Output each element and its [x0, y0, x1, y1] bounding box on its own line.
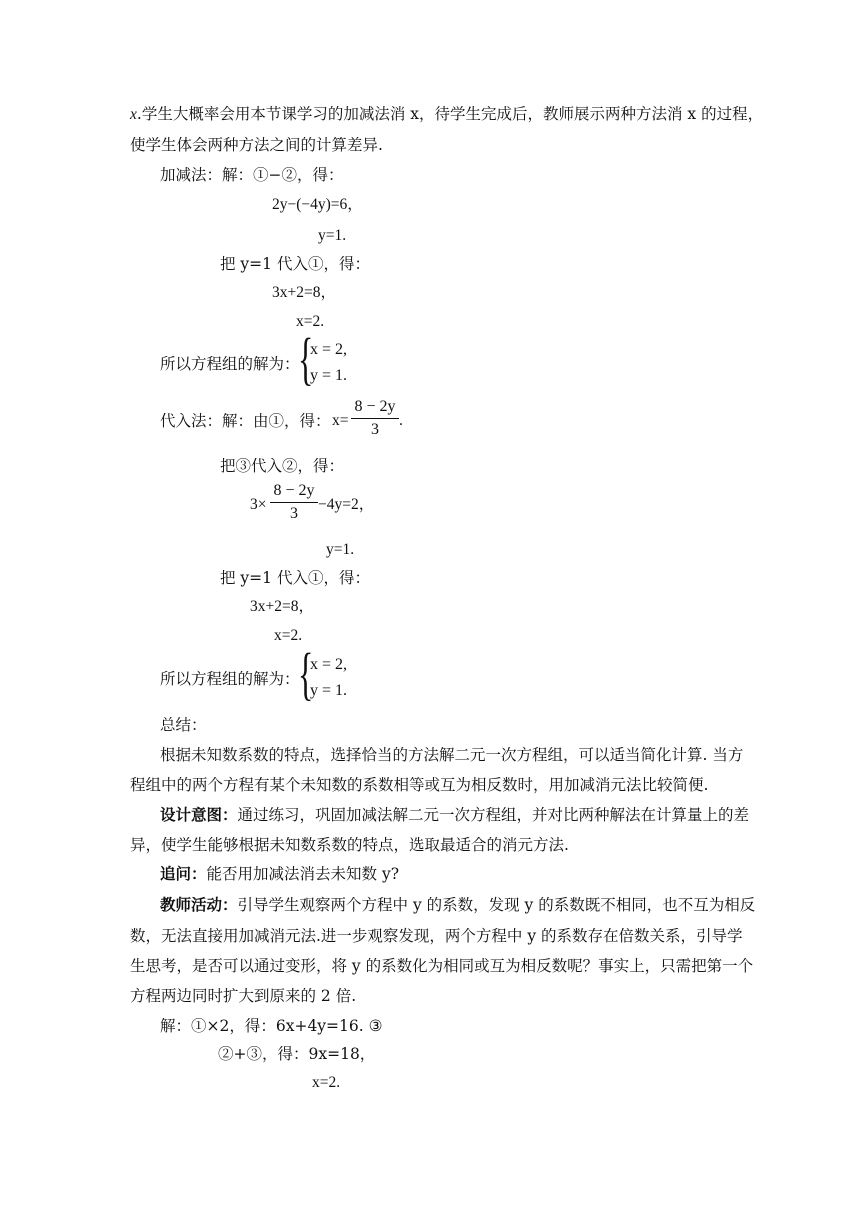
teacher-line-4: 方程两边同时扩大到原来的 2 倍.	[130, 987, 357, 1005]
daiuru-eq4: x=2.	[274, 627, 303, 644]
question-text: 能否用加减法消去未知数 y?	[206, 865, 400, 883]
solve-line-1: 解：①×2，得：6x+4y=16. ③	[160, 1017, 383, 1035]
daiuru-fraction	[351, 398, 399, 439]
solve-line-2: ②+③，得：9x=18，	[218, 1045, 376, 1063]
fraction-denominator: 3	[290, 505, 298, 522]
daiuru-eq3: 3x+2=8，	[250, 598, 314, 615]
summary-line-1: 根据未知数系数的特点，选择恰当的方法解二元一次方程组，可以适当简化计算. 当方	[160, 746, 744, 764]
design-line-2: 异，使学生能够根据未知数系数的特点，选取最适合的消元方法.	[130, 836, 569, 854]
design-line-1	[160, 805, 749, 825]
teacher-line-2: 数，无法直接用加减消元法.进一步观察发现，两个方程中 y 的系数存在倍数关系，引导学	[130, 927, 743, 945]
daiuru-dot: .	[399, 412, 403, 429]
jiajian-eq1: 2y−(−4y)=6，	[272, 196, 363, 213]
jiajian-sol-y: y = 1.	[310, 367, 348, 384]
daiuru-substitute-2: 把 y=1 代入①，得：	[220, 569, 370, 587]
solve-line-3: x=2.	[312, 1074, 341, 1091]
daiuru-sol-y: y = 1.	[310, 682, 348, 699]
daiuru-heading: 代入法：解：由①，得：	[160, 412, 331, 430]
brace-icon: {	[298, 326, 314, 391]
daiuru-eq-prefix: 3×	[250, 496, 267, 513]
intro-text: .学生大概率会用本节课学习的加减法消 x，待学生完成后，教师展示两种方法消 x 的过程，	[136, 105, 764, 123]
fraction-numerator: 8 − 2y	[354, 398, 396, 415]
design-label: 设计意图：	[160, 805, 238, 824]
daiuru-eq-suffix: −4y=2，	[318, 496, 375, 513]
question-line	[160, 864, 399, 884]
fraction-bar	[270, 502, 318, 503]
fraction-bar	[351, 418, 399, 419]
brace-icon: {	[298, 641, 314, 706]
intro-var: x	[130, 106, 137, 123]
jiajian-eq4: x=2.	[296, 313, 325, 330]
design-text: 通过练习，巩固加减法解二元一次方程组，并对比两种解法在计算量上的差	[237, 806, 750, 824]
daiuru-eq2: y=1.	[326, 541, 355, 558]
daiuru-sol-x: x = 2,	[310, 656, 348, 673]
summary-title: 总结：	[160, 716, 207, 734]
jiajian-eq3: 3x+2=8，	[272, 284, 336, 301]
teacher-line-1	[160, 895, 755, 915]
daiuru-substitute: 把③代入②，得：	[220, 457, 345, 475]
jiajian-eq2: y=1.	[318, 227, 347, 244]
intro-line-1	[130, 104, 763, 125]
teacher-label: 教师活动：	[160, 895, 238, 914]
teacher-line-3: 生思考，是否可以通过变形，将 y 的系数化为相同或互为相反数呢？事实上，只需把第一个	[130, 957, 754, 975]
teacher-text: 引导学生观察两个方程中 y 的系数，发现 y 的系数既不相同，也不互为相反	[237, 896, 756, 914]
question-label: 追问：	[160, 864, 207, 883]
summary-line-2: 程组中的两个方程有某个未知数的系数相等或互为相反数时，用加减消元法比较简便.	[130, 776, 709, 794]
intro-line-2: 使学生体会两种方法之间的计算差异.	[130, 136, 383, 154]
fraction-denominator: 3	[371, 421, 379, 438]
jiajian-heading: 加减法：解：①−②，得：	[160, 166, 344, 184]
daiuru-eq-fraction	[270, 482, 318, 523]
jiajian-sol-x: x = 2,	[310, 341, 348, 358]
fraction-numerator: 8 − 2y	[273, 482, 315, 499]
jiajian-substitute: 把 y=1 代入①，得：	[220, 255, 370, 273]
daiuru-solution-label: 所以方程组的解为：	[160, 670, 300, 688]
jiajian-solution-label: 所以方程组的解为：	[160, 355, 300, 373]
daiuru-x-eq: x=	[332, 412, 349, 429]
